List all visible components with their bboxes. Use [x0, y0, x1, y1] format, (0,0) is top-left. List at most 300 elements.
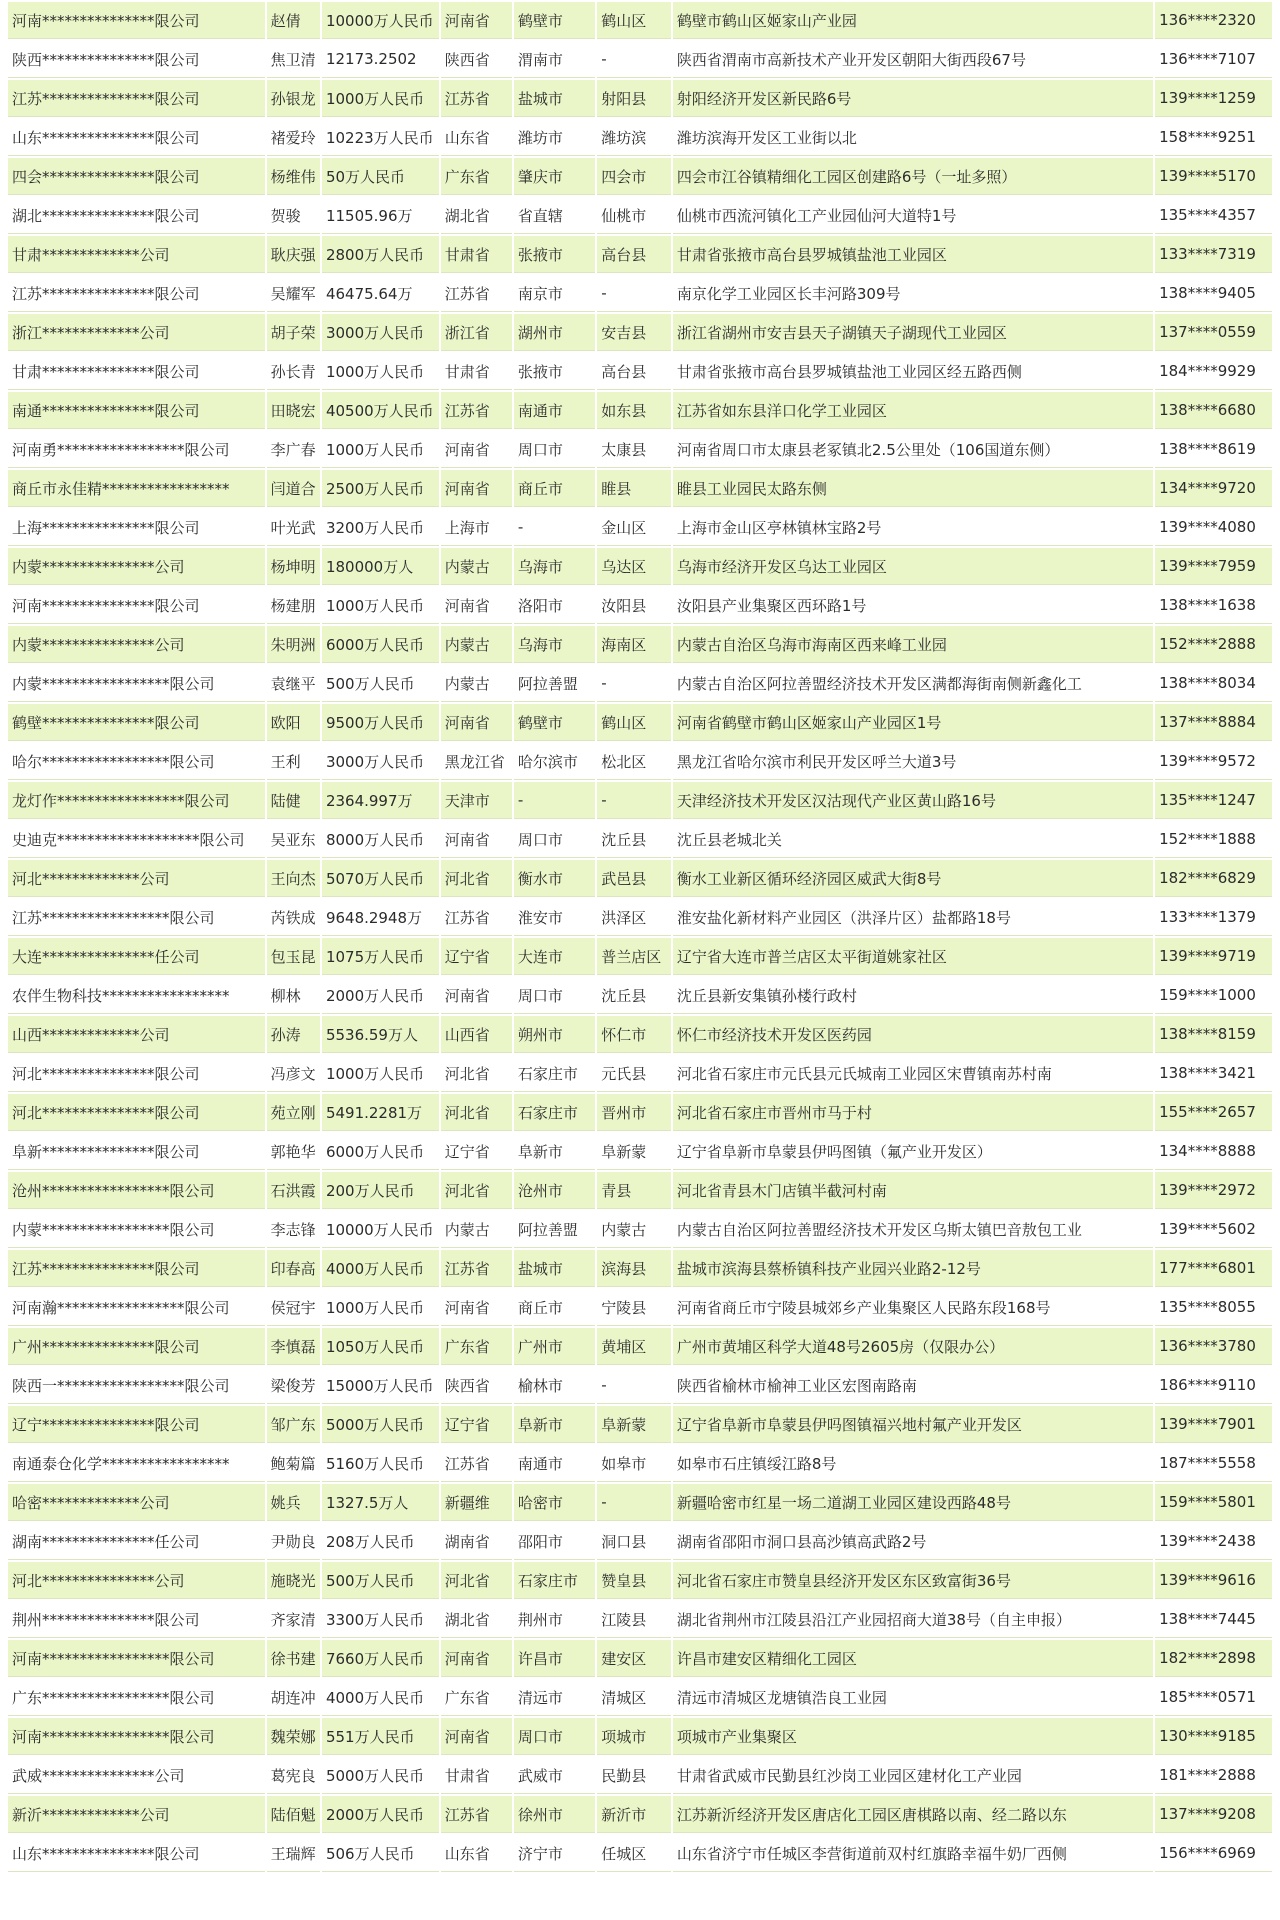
registered-capital-cell: 7660万人民币 — [322, 1640, 439, 1677]
province-cell: 河南省 — [441, 704, 512, 741]
contact-name-cell: 姚兵 — [267, 1484, 320, 1521]
district-cell: - — [597, 782, 671, 819]
address-cell: 辽宁省阜新市阜蒙县伊吗图镇福兴地村氟产业开发区 — [673, 1406, 1153, 1443]
address-cell: 鹤壁市鹤山区姬家山产业园 — [673, 2, 1153, 39]
city-cell: 邵阳市 — [514, 1523, 595, 1560]
contact-name-cell: 陆健 — [267, 782, 320, 819]
city-cell: - — [514, 509, 595, 546]
company-name-cell: 湖北***************限公司 — [8, 197, 265, 234]
address-cell: 许昌市建安区精细化工园区 — [673, 1640, 1153, 1677]
company-name-cell: 江苏***************限公司 — [8, 1250, 265, 1287]
address-cell: 河北省石家庄市元氏县元氏城南工业园区宋曹镇南苏村南 — [673, 1055, 1153, 1092]
district-cell: 内蒙古 — [597, 1211, 671, 1248]
phone-cell: 137****8884 — [1155, 704, 1272, 741]
contact-name-cell: 欧阳 — [267, 704, 320, 741]
table-row — [8, 314, 1272, 351]
phone-cell: 138****7445 — [1155, 1601, 1272, 1638]
district-cell: 鹤山区 — [597, 704, 671, 741]
city-cell: 衡水市 — [514, 860, 595, 897]
table-row — [8, 1835, 1272, 1872]
address-cell: 甘肃省张掖市高台县罗城镇盐池工业园区经五路西侧 — [673, 353, 1153, 390]
registered-capital-cell: 1000万人民币 — [322, 80, 439, 117]
city-cell: 榆林市 — [514, 1367, 595, 1404]
company-name-cell: 河南勇*****************限公司 — [8, 431, 265, 468]
province-cell: 河北省 — [441, 1562, 512, 1599]
registered-capital-cell: 5536.59万人 — [322, 1016, 439, 1053]
address-cell: 湖北省荆州市江陵县沿江产业园招商大道38号（自主申报） — [673, 1601, 1153, 1638]
registered-capital-cell: 2000万人民币 — [322, 1796, 439, 1833]
address-cell: 河北省石家庄市晋州市马于村 — [673, 1094, 1153, 1131]
table-row — [8, 1796, 1272, 1833]
contact-name-cell: 田晓宏 — [267, 392, 320, 429]
registered-capital-cell: 551万人民币 — [322, 1718, 439, 1755]
province-cell: 江苏省 — [441, 899, 512, 936]
address-cell: 汝阳县产业集聚区西环路1号 — [673, 587, 1153, 624]
city-cell: 阜新市 — [514, 1133, 595, 1170]
registered-capital-cell: 8000万人民币 — [322, 821, 439, 858]
registered-capital-cell: 9500万人民币 — [322, 704, 439, 741]
registered-capital-cell: 40500万人民币 — [322, 392, 439, 429]
city-cell: 荆州市 — [514, 1601, 595, 1638]
city-cell: 沧州市 — [514, 1172, 595, 1209]
phone-cell: 133****7319 — [1155, 236, 1272, 273]
district-cell: 清城区 — [597, 1679, 671, 1716]
registered-capital-cell: 2000万人民币 — [322, 977, 439, 1014]
district-cell: 阜新蒙 — [597, 1133, 671, 1170]
table-row — [8, 743, 1272, 780]
address-cell: 河北省石家庄市赞皇县经济开发区东区致富街36号 — [673, 1562, 1153, 1599]
district-cell: 海南区 — [597, 626, 671, 663]
district-cell: - — [597, 1367, 671, 1404]
address-cell: 沈丘县老城北关 — [673, 821, 1153, 858]
address-cell: 如皋市石庄镇绥江路8号 — [673, 1445, 1153, 1482]
phone-cell: 187****5558 — [1155, 1445, 1272, 1482]
phone-cell: 139****2438 — [1155, 1523, 1272, 1560]
city-cell: 石家庄市 — [514, 1562, 595, 1599]
district-cell: 太康县 — [597, 431, 671, 468]
address-cell: 上海市金山区亭林镇林宝路2号 — [673, 509, 1153, 546]
registered-capital-cell: 180000万人 — [322, 548, 439, 585]
registered-capital-cell: 6000万人民币 — [322, 1133, 439, 1170]
registered-capital-cell: 10000万人民币 — [322, 2, 439, 39]
province-cell: 河北省 — [441, 1055, 512, 1092]
company-table-container — [6, 0, 1274, 1874]
table-row — [8, 1094, 1272, 1131]
contact-name-cell: 葛宪良 — [267, 1757, 320, 1794]
company-name-cell: 上海***************限公司 — [8, 509, 265, 546]
company-name-cell: 甘肃*************公司 — [8, 236, 265, 273]
contact-name-cell: 胡子荣 — [267, 314, 320, 351]
city-cell: 盐城市 — [514, 80, 595, 117]
city-cell: 周口市 — [514, 821, 595, 858]
district-cell: 黄埔区 — [597, 1328, 671, 1365]
company-name-cell: 河北*************公司 — [8, 860, 265, 897]
table-row — [8, 899, 1272, 936]
district-cell: 射阳县 — [597, 80, 671, 117]
phone-cell: 136****3780 — [1155, 1328, 1272, 1365]
address-cell: 河南省商丘市宁陵县城郊乡产业集聚区人民路东段168号 — [673, 1289, 1153, 1326]
contact-name-cell: 包玉昆 — [267, 938, 320, 975]
district-cell: - — [597, 665, 671, 702]
registered-capital-cell: 2500万人民币 — [322, 470, 439, 507]
address-cell: 广州市黄埔区科学大道48号2605房（仅限办公） — [673, 1328, 1153, 1365]
company-name-cell: 大连***************任公司 — [8, 938, 265, 975]
phone-cell: 138****8619 — [1155, 431, 1272, 468]
table-row — [8, 1523, 1272, 1560]
province-cell: 河南省 — [441, 977, 512, 1014]
registered-capital-cell: 3200万人民币 — [322, 509, 439, 546]
table-row — [8, 782, 1272, 819]
table-row — [8, 665, 1272, 702]
province-cell: 山东省 — [441, 119, 512, 156]
address-cell: 新疆哈密市红星一场二道湖工业园区建设西路48号 — [673, 1484, 1153, 1521]
address-cell: 甘肃省武威市民勤县红沙岗工业园区建材化工产业园 — [673, 1757, 1153, 1794]
registered-capital-cell: 9648.2948万 — [322, 899, 439, 936]
province-cell: 内蒙古 — [441, 665, 512, 702]
table-row — [8, 1289, 1272, 1326]
company-name-cell: 哈密*************公司 — [8, 1484, 265, 1521]
city-cell: 济宁市 — [514, 1835, 595, 1872]
province-cell: 江苏省 — [441, 392, 512, 429]
table-row — [8, 1211, 1272, 1248]
contact-name-cell: 褚爱玲 — [267, 119, 320, 156]
table-row — [8, 1328, 1272, 1365]
address-cell: 项城市产业集聚区 — [673, 1718, 1153, 1755]
company-name-cell: 河南*****************限公司 — [8, 1640, 265, 1677]
registered-capital-cell: 2800万人民币 — [322, 236, 439, 273]
address-cell: 内蒙古自治区阿拉善盟经济技术开发区满都海街南侧新鑫化工 — [673, 665, 1153, 702]
company-name-cell: 沧州*****************限公司 — [8, 1172, 265, 1209]
table-row — [8, 548, 1272, 585]
district-cell: 金山区 — [597, 509, 671, 546]
phone-cell: 185****0571 — [1155, 1679, 1272, 1716]
province-cell: 河南省 — [441, 1718, 512, 1755]
company-name-cell: 内蒙***************公司 — [8, 626, 265, 663]
registered-capital-cell: 1000万人民币 — [322, 431, 439, 468]
province-cell: 湖北省 — [441, 1601, 512, 1638]
phone-cell: 159****1000 — [1155, 977, 1272, 1014]
company-name-cell: 南通***************限公司 — [8, 392, 265, 429]
province-cell: 江苏省 — [441, 1796, 512, 1833]
table-row — [8, 275, 1272, 312]
district-cell: 睢县 — [597, 470, 671, 507]
phone-cell: 139****7959 — [1155, 548, 1272, 585]
registered-capital-cell: 500万人民币 — [322, 665, 439, 702]
company-name-cell: 河南***************限公司 — [8, 587, 265, 624]
district-cell: 潍坊滨 — [597, 119, 671, 156]
province-cell: 山西省 — [441, 1016, 512, 1053]
address-cell: 怀仁市经济技术开发区医药园 — [673, 1016, 1153, 1053]
phone-cell: 159****5801 — [1155, 1484, 1272, 1521]
address-cell: 天津经济技术开发区汉沽现代产业区黄山路16号 — [673, 782, 1153, 819]
table-row — [8, 1601, 1272, 1638]
contact-name-cell: 邹广东 — [267, 1406, 320, 1443]
contact-name-cell: 吴耀军 — [267, 275, 320, 312]
city-cell: 哈尔滨市 — [514, 743, 595, 780]
province-cell: 内蒙古 — [441, 548, 512, 585]
address-cell: 四会市江谷镇精细化工园区创建路6号（一址多照） — [673, 158, 1153, 195]
address-cell: 内蒙古自治区乌海市海南区西来峰工业园 — [673, 626, 1153, 663]
registered-capital-cell: 3300万人民币 — [322, 1601, 439, 1638]
district-cell: 沈丘县 — [597, 977, 671, 1014]
province-cell: 河南省 — [441, 470, 512, 507]
table-row — [8, 80, 1272, 117]
district-cell: 安吉县 — [597, 314, 671, 351]
phone-cell: 138****6680 — [1155, 392, 1272, 429]
province-cell: 辽宁省 — [441, 1406, 512, 1443]
district-cell: 宁陵县 — [597, 1289, 671, 1326]
registered-capital-cell: 15000万人民币 — [322, 1367, 439, 1404]
company-name-cell: 河北***************限公司 — [8, 1094, 265, 1131]
company-name-cell: 河北***************公司 — [8, 1562, 265, 1599]
district-cell: 洪泽区 — [597, 899, 671, 936]
contact-name-cell: 杨维伟 — [267, 158, 320, 195]
table-row — [8, 1406, 1272, 1443]
address-cell: 河北省青县木门店镇半截河村南 — [673, 1172, 1153, 1209]
phone-cell: 134****8888 — [1155, 1133, 1272, 1170]
city-cell: 周口市 — [514, 431, 595, 468]
company-name-cell: 辽宁***************限公司 — [8, 1406, 265, 1443]
phone-cell: 152****1888 — [1155, 821, 1272, 858]
registered-capital-cell: 12173.2502 — [322, 41, 439, 78]
district-cell: 阜新蒙 — [597, 1406, 671, 1443]
district-cell: 江陵县 — [597, 1601, 671, 1638]
province-cell: 河南省 — [441, 431, 512, 468]
phone-cell: 130****9185 — [1155, 1718, 1272, 1755]
registered-capital-cell: 1000万人民币 — [322, 353, 439, 390]
city-cell: 武威市 — [514, 1757, 595, 1794]
address-cell: 辽宁省大连市普兰店区太平街道姚家社区 — [673, 938, 1153, 975]
company-name-cell: 四会***************限公司 — [8, 158, 265, 195]
phone-cell: 177****6801 — [1155, 1250, 1272, 1287]
company-name-cell: 甘肃***************限公司 — [8, 353, 265, 390]
contact-name-cell: 芮铁成 — [267, 899, 320, 936]
city-cell: 朔州市 — [514, 1016, 595, 1053]
district-cell: - — [597, 275, 671, 312]
table-row — [8, 1757, 1272, 1794]
registered-capital-cell: 3000万人民币 — [322, 743, 439, 780]
phone-cell: 186****9110 — [1155, 1367, 1272, 1404]
table-row — [8, 431, 1272, 468]
phone-cell: 156****6969 — [1155, 1835, 1272, 1872]
address-cell: 浙江省湖州市安吉县天子湖镇天子湖现代工业园区 — [673, 314, 1153, 351]
company-name-cell: 哈尔*****************限公司 — [8, 743, 265, 780]
province-cell: 江苏省 — [441, 275, 512, 312]
company-name-cell: 江苏***************限公司 — [8, 275, 265, 312]
city-cell: 鹤壁市 — [514, 704, 595, 741]
contact-name-cell: 焦卫清 — [267, 41, 320, 78]
registered-capital-cell: 1000万人民币 — [322, 1289, 439, 1326]
province-cell: 河南省 — [441, 821, 512, 858]
company-name-cell: 陕西***************限公司 — [8, 41, 265, 78]
province-cell: 河北省 — [441, 1094, 512, 1131]
company-name-cell: 浙江*************公司 — [8, 314, 265, 351]
table-row — [8, 41, 1272, 78]
registered-capital-cell: 5070万人民币 — [322, 860, 439, 897]
district-cell: 晋州市 — [597, 1094, 671, 1131]
city-cell: 张掖市 — [514, 236, 595, 273]
table-row — [8, 470, 1272, 507]
phone-cell: 138****8159 — [1155, 1016, 1272, 1053]
province-cell: 内蒙古 — [441, 1211, 512, 1248]
contact-name-cell: 尹勋良 — [267, 1523, 320, 1560]
address-cell: 湖南省邵阳市洞口县高沙镇高武路2号 — [673, 1523, 1153, 1560]
contact-name-cell: 闫道合 — [267, 470, 320, 507]
city-cell: 阿拉善盟 — [514, 665, 595, 702]
company-name-cell: 江苏***************限公司 — [8, 80, 265, 117]
contact-name-cell: 赵倩 — [267, 2, 320, 39]
contact-name-cell: 杨建朋 — [267, 587, 320, 624]
registered-capital-cell: 10000万人民币 — [322, 1211, 439, 1248]
city-cell: 乌海市 — [514, 548, 595, 585]
contact-name-cell: 魏荣娜 — [267, 1718, 320, 1755]
phone-cell: 139****5602 — [1155, 1211, 1272, 1248]
province-cell: 甘肃省 — [441, 1757, 512, 1794]
contact-name-cell: 李志锋 — [267, 1211, 320, 1248]
table-row — [8, 197, 1272, 234]
province-cell: 辽宁省 — [441, 1133, 512, 1170]
district-cell: 项城市 — [597, 1718, 671, 1755]
phone-cell: 139****7901 — [1155, 1406, 1272, 1443]
company-name-cell: 江苏*****************限公司 — [8, 899, 265, 936]
city-cell: 周口市 — [514, 1718, 595, 1755]
company-name-cell: 内蒙***************公司 — [8, 548, 265, 585]
phone-cell: 137****0559 — [1155, 314, 1272, 351]
district-cell: 高台县 — [597, 236, 671, 273]
district-cell: 乌达区 — [597, 548, 671, 585]
province-cell: 内蒙古 — [441, 626, 512, 663]
province-cell: 辽宁省 — [441, 938, 512, 975]
city-cell: 周口市 — [514, 977, 595, 1014]
table-row — [8, 119, 1272, 156]
district-cell: 汝阳县 — [597, 587, 671, 624]
registered-capital-cell: 500万人民币 — [322, 1562, 439, 1599]
contact-name-cell: 孙涛 — [267, 1016, 320, 1053]
contact-name-cell: 郭艳华 — [267, 1133, 320, 1170]
phone-cell: 182****2898 — [1155, 1640, 1272, 1677]
phone-cell: 139****4080 — [1155, 509, 1272, 546]
table-row — [8, 1718, 1272, 1755]
table-row — [8, 1562, 1272, 1599]
phone-cell: 136****7107 — [1155, 41, 1272, 78]
company-table — [6, 0, 1274, 1874]
contact-name-cell: 朱明洲 — [267, 626, 320, 663]
province-cell: 江苏省 — [441, 1250, 512, 1287]
district-cell: - — [597, 1484, 671, 1521]
contact-name-cell: 石洪霞 — [267, 1172, 320, 1209]
district-cell: 鹤山区 — [597, 2, 671, 39]
phone-cell: 181****2888 — [1155, 1757, 1272, 1794]
district-cell: 民勤县 — [597, 1757, 671, 1794]
province-cell: 湖北省 — [441, 197, 512, 234]
city-cell: 石家庄市 — [514, 1094, 595, 1131]
city-cell: 淮安市 — [514, 899, 595, 936]
phone-cell: 184****9929 — [1155, 353, 1272, 390]
registered-capital-cell: 1075万人民币 — [322, 938, 439, 975]
province-cell: 陕西省 — [441, 1367, 512, 1404]
table-row — [8, 860, 1272, 897]
province-cell: 河南省 — [441, 587, 512, 624]
phone-cell: 137****9208 — [1155, 1796, 1272, 1833]
table-row — [8, 158, 1272, 195]
phone-cell: 139****5170 — [1155, 158, 1272, 195]
district-cell: 新沂市 — [597, 1796, 671, 1833]
registered-capital-cell: 1000万人民币 — [322, 587, 439, 624]
district-cell: 如皋市 — [597, 1445, 671, 1482]
province-cell: 甘肃省 — [441, 353, 512, 390]
registered-capital-cell: 5491.2281万 — [322, 1094, 439, 1131]
registered-capital-cell: 2364.997万 — [322, 782, 439, 819]
province-cell: 黑龙江省 — [441, 743, 512, 780]
table-row — [8, 1484, 1272, 1521]
company-name-cell: 龙灯作*****************限公司 — [8, 782, 265, 819]
address-cell: 河南省鹤壁市鹤山区姬家山产业园区1号 — [673, 704, 1153, 741]
phone-cell: 139****9616 — [1155, 1562, 1272, 1599]
table-row — [8, 236, 1272, 273]
address-cell: 内蒙古自治区阿拉善盟经济技术开发区乌斯太镇巴音敖包工业 — [673, 1211, 1153, 1248]
district-cell: - — [597, 41, 671, 78]
table-row — [8, 938, 1272, 975]
city-cell: 省直辖 — [514, 197, 595, 234]
registered-capital-cell: 1000万人民币 — [322, 1055, 439, 1092]
province-cell: 广东省 — [441, 158, 512, 195]
address-cell: 江苏省如东县洋口化学工业园区 — [673, 392, 1153, 429]
registered-capital-cell: 10223万人民币 — [322, 119, 439, 156]
company-name-cell: 内蒙*****************限公司 — [8, 665, 265, 702]
contact-name-cell: 耿庆强 — [267, 236, 320, 273]
registered-capital-cell: 1050万人民币 — [322, 1328, 439, 1365]
province-cell: 浙江省 — [441, 314, 512, 351]
city-cell: 盐城市 — [514, 1250, 595, 1287]
province-cell: 江苏省 — [441, 80, 512, 117]
table-row — [8, 353, 1272, 390]
contact-name-cell: 胡连冲 — [267, 1679, 320, 1716]
city-cell: 商丘市 — [514, 1289, 595, 1326]
district-cell: 任城区 — [597, 1835, 671, 1872]
district-cell: 普兰店区 — [597, 938, 671, 975]
registered-capital-cell: 3000万人民币 — [322, 314, 439, 351]
district-cell: 滨海县 — [597, 1250, 671, 1287]
contact-name-cell: 贺骏 — [267, 197, 320, 234]
district-cell: 建安区 — [597, 1640, 671, 1677]
contact-name-cell: 施晓光 — [267, 1562, 320, 1599]
contact-name-cell: 孙银龙 — [267, 80, 320, 117]
district-cell: 松北区 — [597, 743, 671, 780]
address-cell: 沈丘县新安集镇孙楼行政村 — [673, 977, 1153, 1014]
province-cell: 天津市 — [441, 782, 512, 819]
contact-name-cell: 吴亚东 — [267, 821, 320, 858]
address-cell: 江苏新沂经济开发区唐店化工园区唐棋路以南、经二路以东 — [673, 1796, 1153, 1833]
registered-capital-cell: 5000万人民币 — [322, 1757, 439, 1794]
phone-cell: 138****9405 — [1155, 275, 1272, 312]
city-cell: 许昌市 — [514, 1640, 595, 1677]
registered-capital-cell: 4000万人民币 — [322, 1250, 439, 1287]
company-name-cell: 河北***************限公司 — [8, 1055, 265, 1092]
company-name-cell: 南通泰仓化学***************** — [8, 1445, 265, 1482]
district-cell: 元氏县 — [597, 1055, 671, 1092]
contact-name-cell: 冯彦文 — [267, 1055, 320, 1092]
phone-cell: 182****6829 — [1155, 860, 1272, 897]
contact-name-cell: 王瑞辉 — [267, 1835, 320, 1872]
address-cell: 陕西省渭南市高新技术产业开发区朝阳大街西段67号 — [673, 41, 1153, 78]
address-cell: 睢县工业园民太路东侧 — [673, 470, 1153, 507]
table-row — [8, 821, 1272, 858]
table-row — [8, 1016, 1272, 1053]
phone-cell: 133****1379 — [1155, 899, 1272, 936]
province-cell: 陕西省 — [441, 41, 512, 78]
table-row — [8, 509, 1272, 546]
province-cell: 江苏省 — [441, 1445, 512, 1482]
